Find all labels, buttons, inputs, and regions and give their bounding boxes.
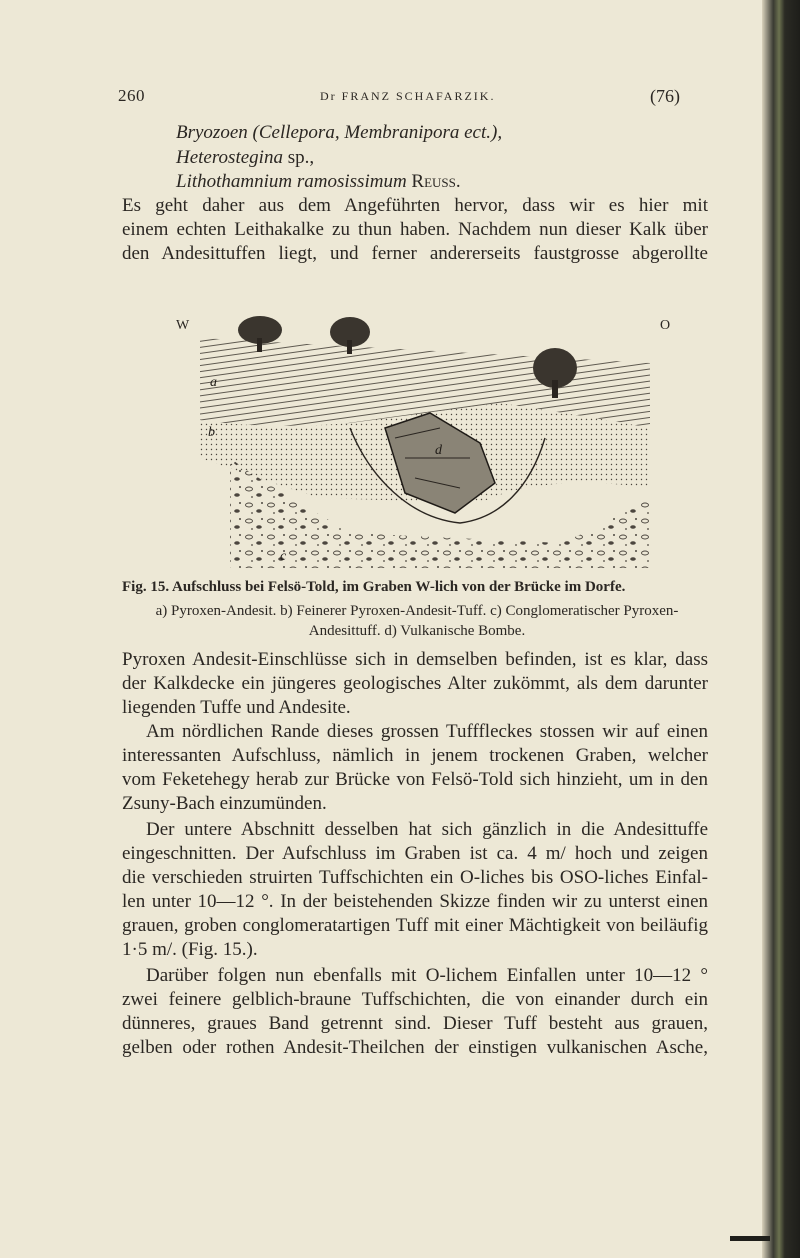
text-line: Am nördlichen Rande dieses grossen Tufffleckes stossen wir auf einen: [146, 721, 708, 742]
text-line: len unter 10—12 °. In der beistehenden Skizze finden wir zu unterst einen: [122, 891, 708, 912]
figure-caption-title: Fig. 15. Aufschluss bei Felsö-Told, im Graben W-lich von der Brücke im Dorfe.: [122, 579, 626, 595]
text-line: liegenden Tuffe und Andesite.: [122, 697, 351, 718]
figure-caption-legend: a) Pyroxen-Andesit. b) Feinerer Pyroxen-Andesit-Tuff. c) Conglomeratischer Pyroxen-Andesittuff. d) Vulkanische Bombe.: [155, 603, 679, 639]
species-line: Bryozoen (Cellepora, Membranipora ect.),: [176, 122, 503, 143]
text-line: Es geht daher aus dem Angeführten hervor, dass wir es hier mit: [122, 195, 708, 216]
text-line: vom Feketehegy herab zur Brücke von Felsö-Told sich hinzieht, um in den: [122, 769, 708, 790]
text-line: einem echten Leithakalke zu thun haben. Nachdem nun dieser Kalk über: [122, 219, 708, 240]
east-label: O: [660, 318, 671, 333]
west-label: W: [176, 318, 190, 333]
layer-label-c: c: [280, 549, 287, 564]
text-line: interessanten Aufschluss, nämlich in jenem trockenen Graben, welcher: [122, 745, 708, 766]
layer-label-a: a: [210, 375, 217, 390]
text-line: grauen, groben conglomeratartigen Tuff mit einer Mächtigkeit von beiläufig: [122, 915, 708, 936]
text-line: gelben oder rothen Andesit-Theilchen der einstigen vulkanischen Asche,: [122, 1037, 708, 1058]
page-header: [0, 86, 800, 112]
section-sketch: [200, 308, 650, 568]
species-line: Heterostegina sp.,: [176, 147, 315, 168]
layer-label-d: d: [435, 443, 442, 458]
text-line: Pyroxen Andesit-Einschlüsse sich in demselben befinden, ist es klar, dass: [122, 649, 708, 670]
section-number: (76): [650, 86, 680, 106]
layer-label-b: b: [208, 425, 215, 440]
text-line: 1·5 m/. (Fig. 15.).: [122, 939, 258, 960]
text-line: Der untere Abschnitt desselben hat sich gänzlich in die Andesittuffe: [146, 819, 708, 840]
species-line: Lithothamnium ramosissimum Reuss.: [176, 171, 461, 192]
text-line: den Andesittuffen liegt, und ferner andererseits faustgrosse abgerollte: [122, 243, 708, 264]
text-line: eingeschnitten. Der Aufschluss im Graben ist ca. 4 m/ hoch und zeigen: [122, 843, 708, 864]
geological-section-figure: [200, 308, 650, 568]
text-line: der Kalkdecke ein jüngeres geologisches Alter zukömmt, als dem darunter: [122, 673, 708, 694]
page-binding-edge: [762, 0, 800, 1258]
page-number: 260: [118, 86, 145, 105]
running-title: Dr FRANZ SCHAFARZIK.: [320, 89, 496, 103]
text-line: die verschieden struirten Tuffschichten ein O-liches bis OSO-liches Einfal-: [122, 867, 708, 888]
text-line: zwei feinere gelblich-braune Tuffschichten, die von einander durch ein: [122, 989, 708, 1010]
text-line: Darüber folgen nun ebenfalls mit O-lichem Einfallen unter 10—12 °: [146, 965, 708, 986]
bottom-rule: [730, 1236, 770, 1241]
text-line: dünneres, graues Band getrennt sind. Dieser Tuff besteht aus grauen,: [122, 1013, 708, 1034]
text-line: Zsuny-Bach einzumünden.: [122, 793, 327, 814]
